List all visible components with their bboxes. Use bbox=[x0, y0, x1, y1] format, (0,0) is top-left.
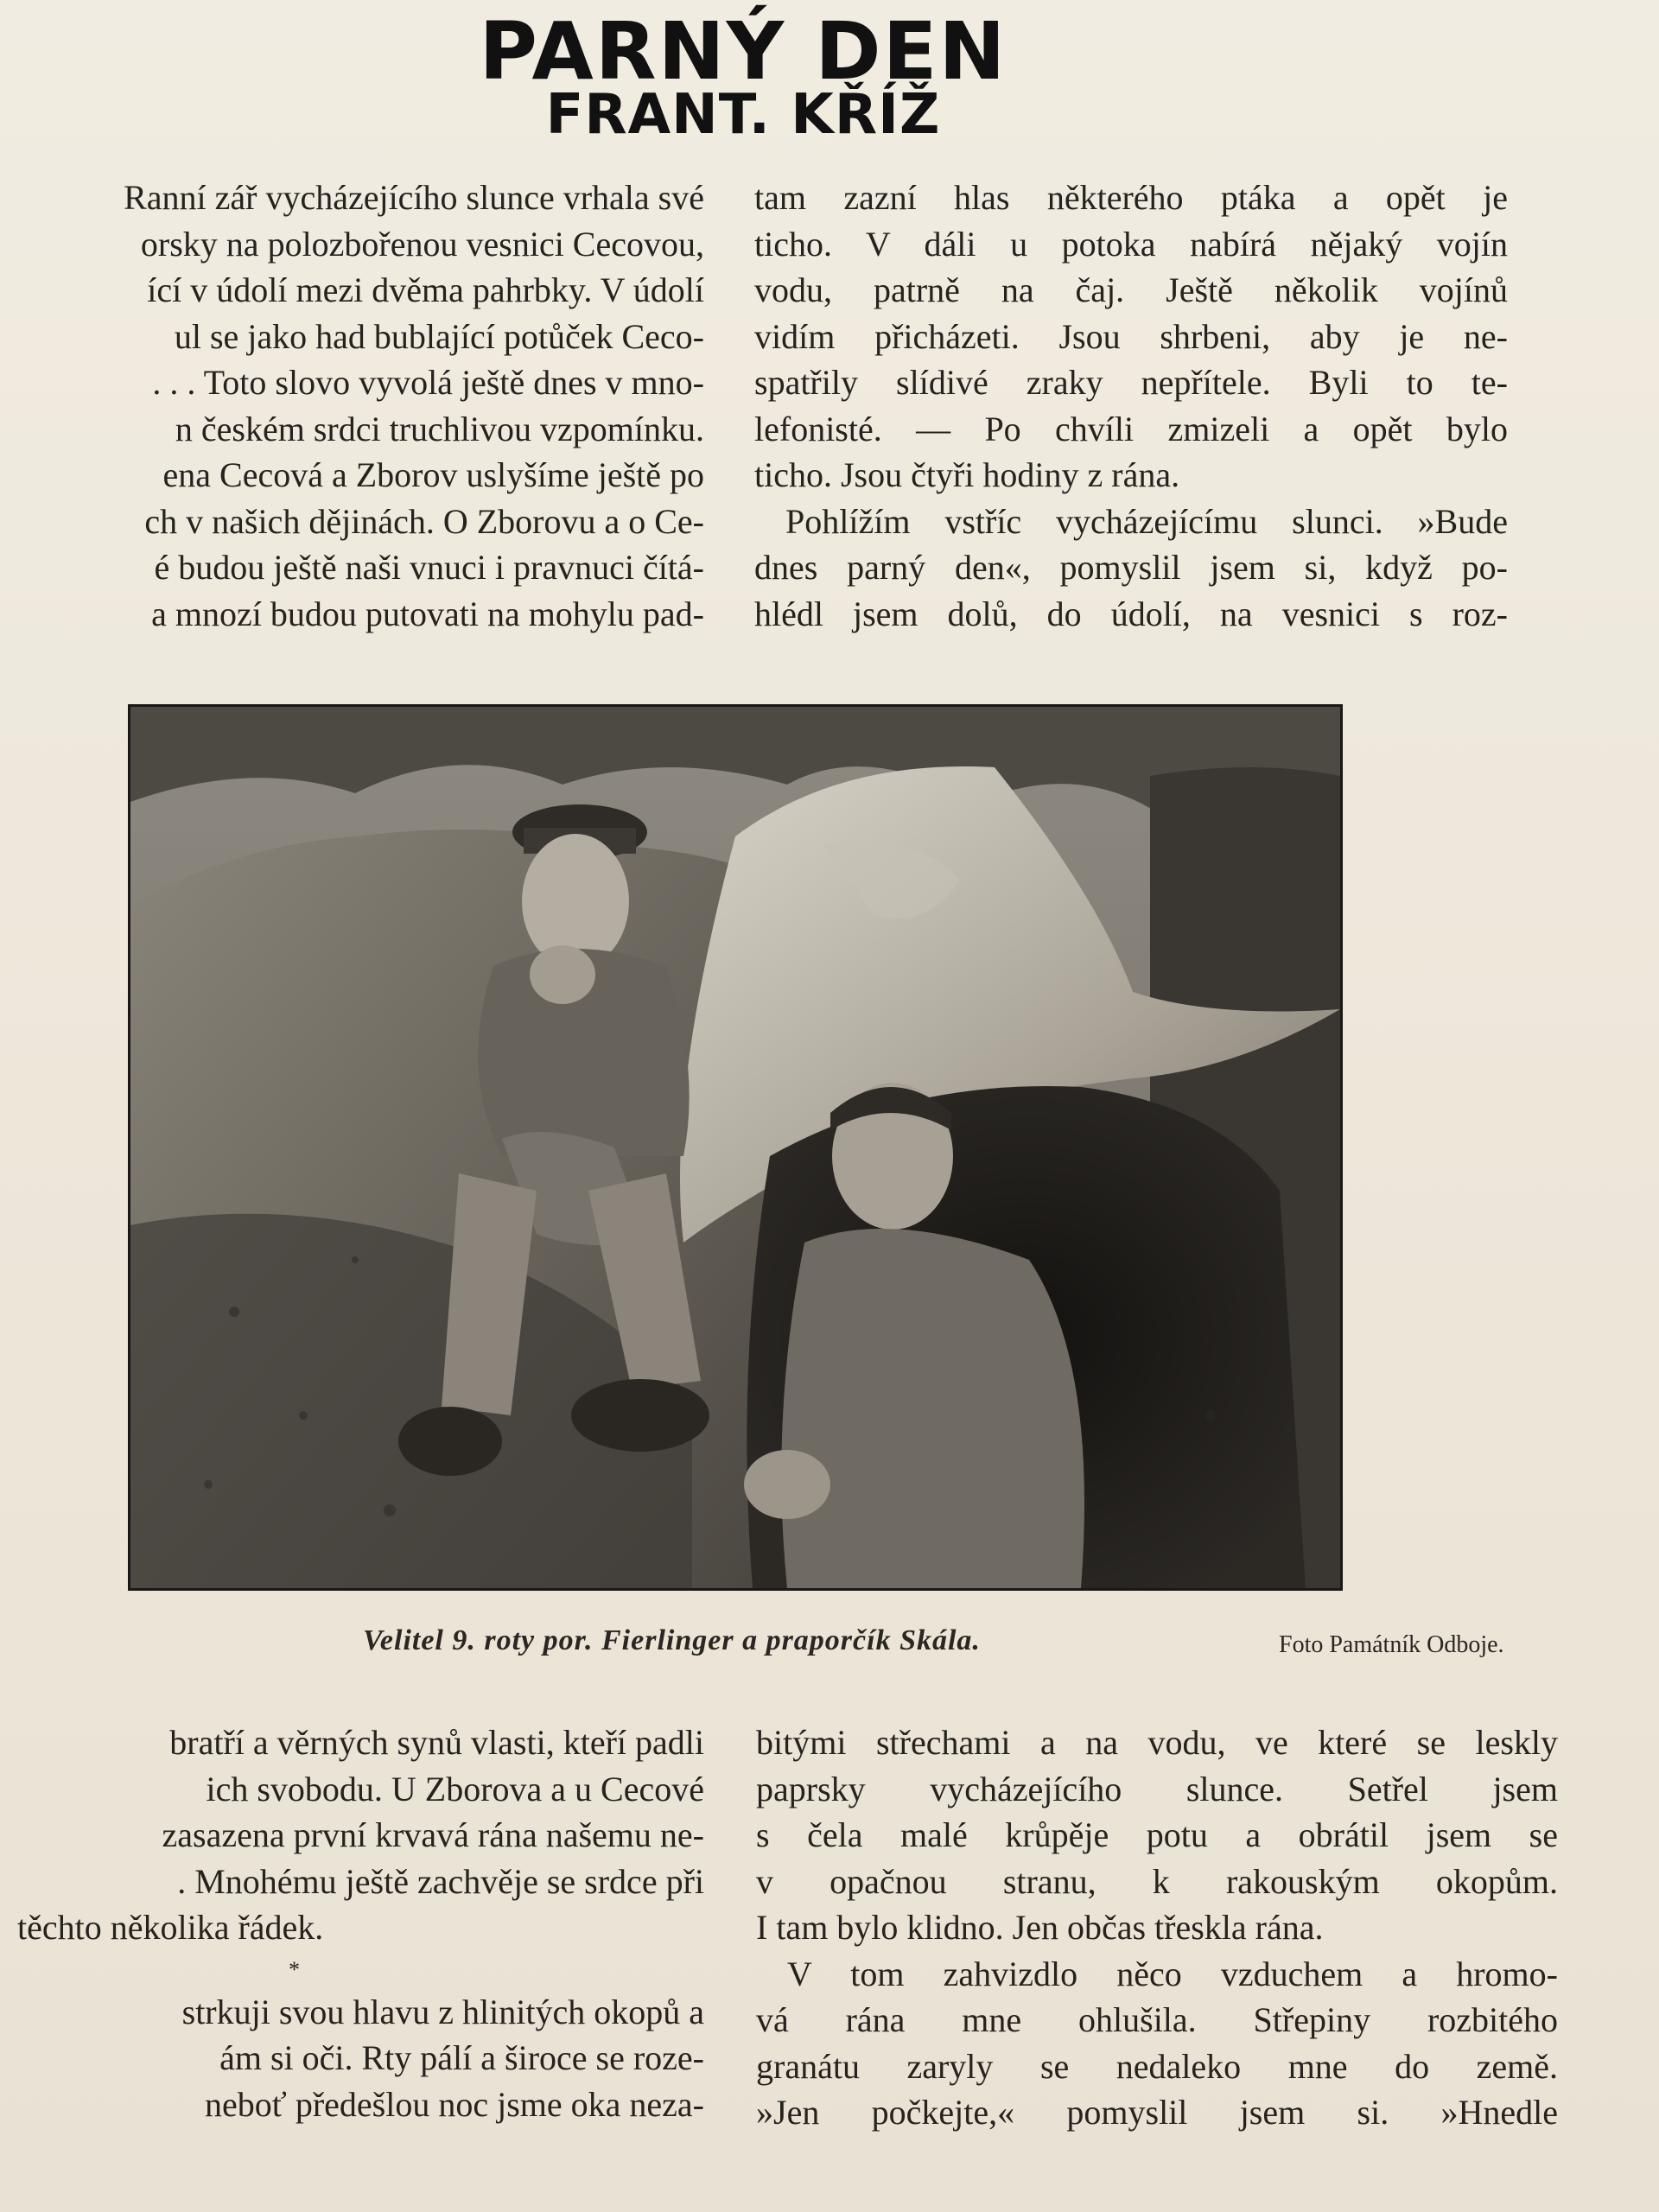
text-column-right-bottom bbox=[756, 1719, 1558, 2136]
text-line: vodu, patrně na čaj. Ještě několik vojínů bbox=[754, 270, 1508, 309]
text-line: V tom zahvizdlo něco vzduchem a hromo- bbox=[787, 1954, 1558, 1993]
text-column-left-top bbox=[0, 175, 704, 637]
text-line: granátu zaryly se nedaleko mne do země. bbox=[756, 2046, 1558, 2086]
text-line: ich svobodu. U Zborova a u Cecové bbox=[206, 1769, 704, 1808]
text-line: v opačnou stranu, k rakouským okopům. bbox=[756, 1861, 1558, 1901]
text-line: neboť předešlou noc jsme oka neza- bbox=[205, 2084, 704, 2124]
text-line: I tam bylo klidno. Jen občas třeskla rána. bbox=[756, 1908, 1324, 1947]
text-line: »Jen počkejte,« pomyslil jsem si. »Hnedle bbox=[756, 2093, 1558, 2132]
text-line: é budou ještě naši vnuci i pravnuci čítá- bbox=[154, 548, 704, 587]
text-line: zasazena první krvavá rána našemu ne- bbox=[162, 1815, 704, 1854]
text-line: lefonisté. — Po chvíli zmizeli a opět bylo bbox=[754, 409, 1508, 448]
text-line: bitými střechami a na vodu, ve které se leskly bbox=[756, 1723, 1558, 1762]
text-line: ticho. Jsou čtyři hodiny z rána. bbox=[754, 455, 1180, 494]
text-line: ch v našich dějinách. O Zborovu a o Ce- bbox=[144, 501, 704, 541]
photograph bbox=[128, 704, 1343, 1591]
text-line: tam zazní hlas některého ptáka a opět je bbox=[754, 178, 1508, 217]
text-line: ám si oči. Rty pálí a široce se roze- bbox=[219, 2038, 704, 2077]
text-line: ticho. V dáli u potoka nabírá nějaký vojín bbox=[754, 224, 1508, 264]
text-column-left-bottom bbox=[0, 1719, 704, 2127]
text-line: s čela malé krůpěje potu a obrátil jsem se bbox=[756, 1815, 1558, 1854]
photo-credit: Foto Památník Odboje. bbox=[1279, 1631, 1504, 1658]
text-line: . Mnohému ještě zachvěje se srdce při bbox=[177, 1861, 704, 1901]
text-column-right-top bbox=[754, 175, 1508, 637]
text-line: spatřily slídivé zraky nepřítele. Byli to te- bbox=[754, 363, 1508, 402]
text-line: . . . Toto slovo vyvolá ještě dnes v mno- bbox=[152, 363, 704, 402]
text-line: ul se jako had bublající potůček Ceco- bbox=[174, 316, 704, 356]
text-line: strkuji svou hlavu z hlinitých okopů a bbox=[181, 1992, 704, 2031]
text-line: ena Cecová a Zborov uslyšíme ještě po bbox=[162, 455, 704, 494]
article-author: FRANT. KŘÍŽ bbox=[545, 83, 941, 147]
article-title: PARNÝ DEN bbox=[479, 5, 1007, 98]
text-line: n českém srdci truchlivou vzpomínku. bbox=[175, 409, 704, 448]
text-line: těchto několika řádek. bbox=[17, 1908, 324, 1947]
text-line: Pohlížím vstříc vycházejícímu slunci. »Bude bbox=[785, 501, 1508, 541]
text-line: vá rána mne ohlušila. Střepiny rozbitého bbox=[756, 2000, 1558, 2039]
text-line: orsky na polozbořenou vesnici Cecovou, bbox=[140, 224, 704, 264]
text-line: paprsky vycházejícího slunce. Setřel jsem bbox=[756, 1769, 1558, 1808]
text-line: a mnozí budou putovati na mohylu pad- bbox=[151, 594, 704, 633]
photo-caption: Velitel 9. roty por. Fierlinger a praporčík Skála. bbox=[363, 1624, 981, 1656]
text-line: Ranní zář vycházejícího slunce vrhala své bbox=[124, 178, 704, 217]
text-line: dnes parný den«, pomyslil jsem si, když po- bbox=[754, 548, 1508, 587]
text-line: vidím přicházeti. Jsou shrbeni, aby je ne- bbox=[754, 316, 1508, 356]
text-line: ící v údolí mezi dvěma pahrbky. V údolí bbox=[147, 270, 704, 309]
text-line: hlédl jsem dolů, do údolí, na vesnici s roz- bbox=[754, 594, 1508, 633]
section-divider-star: * bbox=[289, 1956, 300, 1982]
text-line: bratří a věrných synů vlasti, kteří padli bbox=[169, 1723, 704, 1762]
